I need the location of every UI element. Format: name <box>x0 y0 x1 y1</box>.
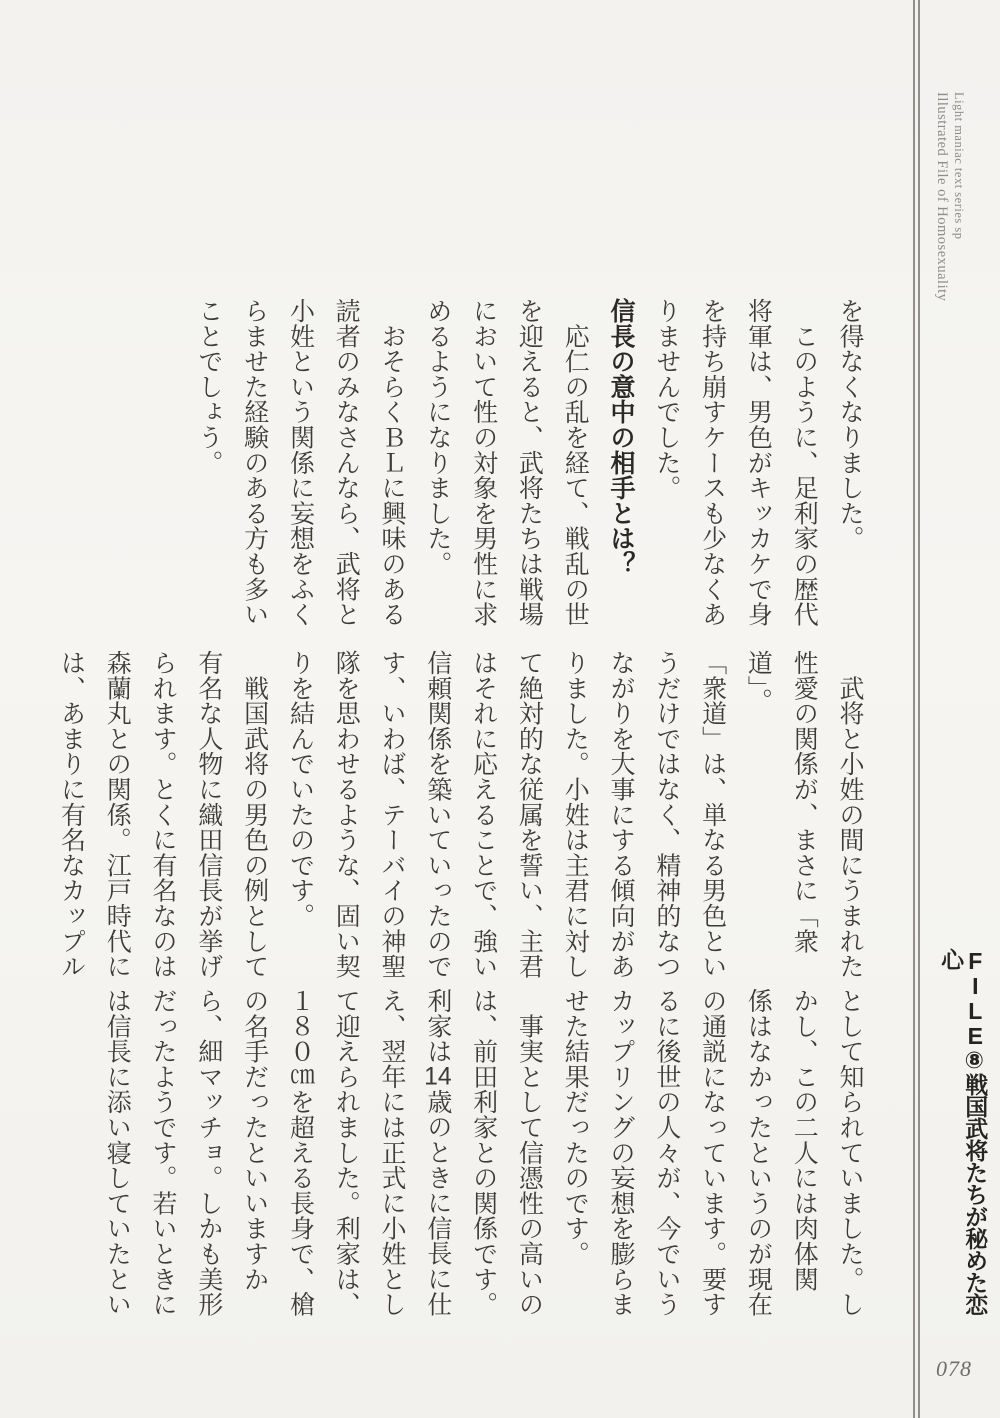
text-column: 隊を思わせるような、固い契 <box>332 650 361 979</box>
text-column: かし、この二人には肉体関 <box>790 988 819 1292</box>
text-column: りを結んでいたのです。 <box>286 650 315 929</box>
text-column: ことでしょう。 <box>194 298 223 476</box>
text-column: 事実として信憑性の高いの <box>515 988 544 1317</box>
text-column: りました。小姓は主君に対し <box>561 650 590 979</box>
text-column: 戦国武将の男色の例として <box>240 650 269 979</box>
text-column: として知られていました。し <box>836 988 864 1317</box>
text-column: を持ち崩すケースも少なくあ <box>698 298 727 627</box>
text-column: １８０㎝を超える長身で、槍 <box>286 988 315 1317</box>
text-column: 「衆道」は、単なる男色とい <box>698 650 727 979</box>
text-column: せた結果だったのです。 <box>561 988 590 1267</box>
text-column: ら、細マッチョ。しかも美形 <box>194 988 223 1317</box>
text-band-bottom <box>86 988 872 1320</box>
text-column: 武将と小姓の間にうまれた <box>836 650 864 979</box>
text-column: ながりを大事にする傾向があ <box>607 650 636 979</box>
chapter-title: FILE⑧戦国武将たちが秘めた恋心 <box>938 948 989 1315</box>
text-column: の名手だったといいますか <box>240 988 269 1292</box>
text-column: 信頼関係を築いていったので <box>423 650 452 979</box>
text-band-top <box>86 298 872 636</box>
text-column: を迎えると、武将たちは戦場 <box>515 298 544 627</box>
text-column: は信長に添い寝していたとい <box>103 988 132 1317</box>
series-title-english <box>933 92 966 332</box>
text-column: は、あまりに有名なカップル <box>57 650 86 979</box>
text-column: において性の対象を男性に求 <box>469 298 498 627</box>
text-column: て迎えられました。利家は、 <box>332 988 361 1317</box>
text-column: だったようです。若いときに <box>149 988 178 1317</box>
text-column: 性愛の関係が、まさに「衆道」。 <box>744 650 819 954</box>
text-band-middle <box>57 650 872 982</box>
text-column: めるようになりました。 <box>423 298 452 577</box>
text-column: 利家は14歳のときに信長に仕 <box>423 988 452 1317</box>
text-column: 読者のみなさんなら、武将と <box>332 298 361 627</box>
text-column: はそれに応えることで、強い <box>469 650 498 979</box>
series-title-line1: Light maniac text series sp <box>952 92 966 240</box>
text-column: るに後世の人々が、今でいう <box>652 988 681 1317</box>
text-column: は、前田利家との関係です。 <box>469 988 498 1317</box>
text-column: このように、足利家の歴代 <box>790 298 819 627</box>
text-column: す、いわば、テーバイの神聖 <box>378 650 407 979</box>
text-column: 将軍は、男色がキッカケで身 <box>744 298 773 627</box>
tate-chu-yoko-number: 14 <box>424 1063 452 1089</box>
text-column: を得なくなりました。 <box>836 298 864 551</box>
text-column: 応仁の乱を経て、戦乱の世 <box>561 298 590 627</box>
section-heading: 信長の意中の相手とは？ <box>607 298 636 577</box>
edge-double-rule <box>913 0 920 1418</box>
text-column: りませんでした。 <box>652 298 681 501</box>
text-column: らませた経験のある方も多い <box>240 298 269 627</box>
text-column: 小姓という関係に妄想をふく <box>286 298 315 627</box>
text-column: 係はなかったというのが現在 <box>744 988 773 1317</box>
text-column: おそらくＢＬに興味のある <box>378 298 407 627</box>
series-title-line2: Illustrated File of Homosexuality <box>934 92 950 302</box>
text-column: うだけではなく、精神的なつ <box>652 650 681 979</box>
text-column: て絶対的な従属を誓い、主君 <box>515 650 544 979</box>
text-column: 森蘭丸との関係。江戸時代に <box>103 650 132 979</box>
text-column: カップリングの妄想を膨らま <box>607 988 636 1317</box>
page-number: 078 <box>936 1356 972 1381</box>
text-column: の通説になっています。要す <box>698 988 727 1317</box>
text-column: え、翌年には正式に小姓とし <box>378 988 407 1317</box>
text-column: られます。とくに有名なのは <box>149 650 178 979</box>
text-column: 有名な人物に織田信長が挙げ <box>194 650 223 979</box>
